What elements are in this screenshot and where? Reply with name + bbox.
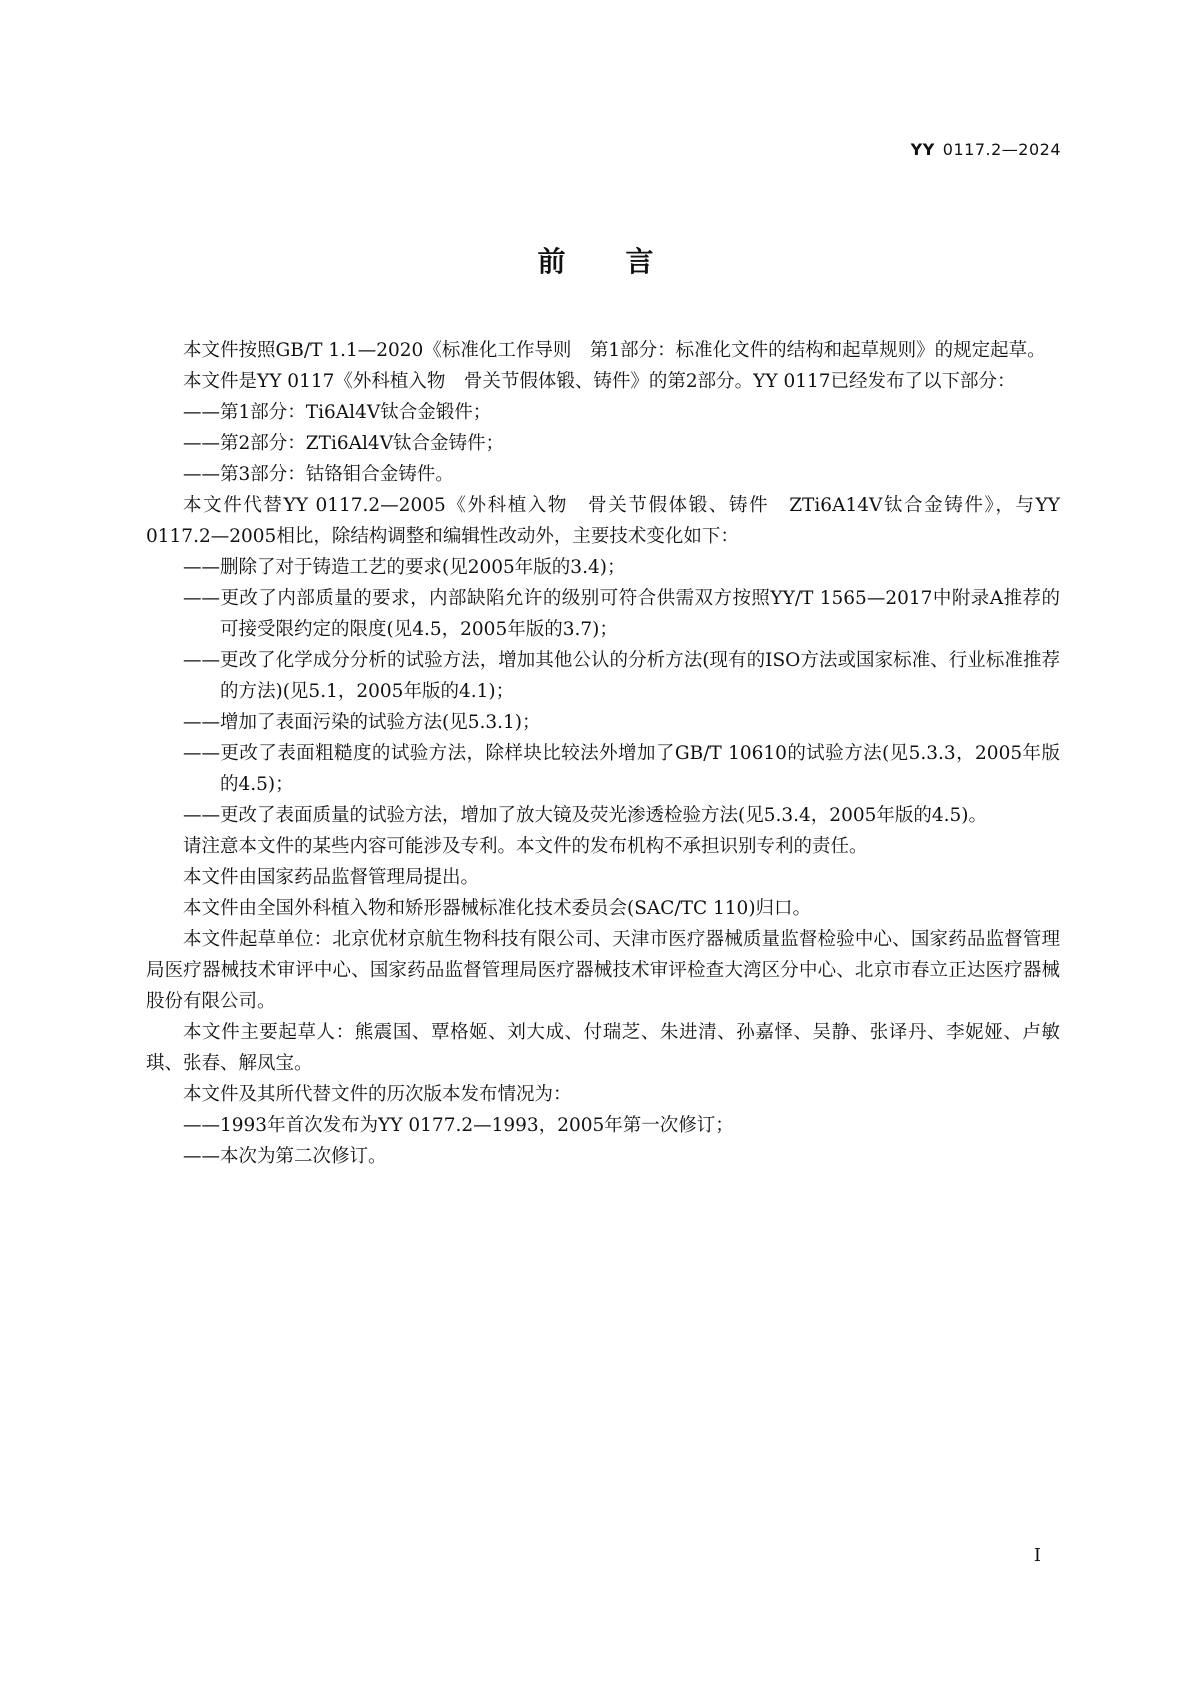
list-item: ——删除了对于铸造工艺的要求(见2005年版的3.4)； bbox=[183, 557, 626, 578]
paragraph: 本文件主要起草人：熊震国、覃格姬、刘大成、付瑞芝、朱进清、孙嘉怿、吴静、张译丹、李妮娅、卢敏琪、张春、解凤宝。 bbox=[146, 1022, 1060, 1074]
paragraph: 本文件代替YY 0117.2—2005《外科植入物 骨关节假体锻、铸件 ZTi6A14V钛合金铸件》，与YY 0117.2—2005相比，除结构调整和编辑性改动外，主要技术变化如下： bbox=[146, 495, 1060, 547]
list-item: ——更改了表面粗糙度的试验方法，除样块比较法外增加了GB/T 10610的试验方法(见5.3.3，2005年版的4.5)； bbox=[183, 743, 1060, 795]
paragraph: 本文件由国家药品监督管理局提出。 bbox=[183, 867, 480, 888]
paragraph: 本文件及其所代替文件的历次版本发布情况为： bbox=[183, 1084, 572, 1105]
list-item: ——第2部分：ZTi6Al4V钛合金铸件； bbox=[183, 433, 505, 454]
paragraph: 本文件由全国外科植入物和矫形器械标准化技术委员会(SAC/TC 110)归口。 bbox=[183, 898, 812, 919]
paragraph: 本文件起草单位：北京优材京航生物科技有限公司、天津市医疗器械质量监督检验中心、国家药品监督管理局医疗器械技术审评中心、国家药品监督管理局医疗器械技术审评检查大湾区分中心、北京市春立正达医疗器械股份有限公司。 bbox=[146, 929, 1060, 1012]
title-char-2: 言 bbox=[625, 245, 654, 278]
paragraph: 请注意本文件的某些内容可能涉及专利。本文件的发布机构不承担识别专利的责任。 bbox=[183, 836, 868, 857]
list-item: ——更改了内部质量的要求，内部缺陷允许的级别可符合供需双方按照YY/T 1565—2017中附录A推荐的可接受限约定的限度(见4.5，2005年版的3.7)； bbox=[183, 588, 1060, 640]
list-item: ——增加了表面污染的试验方法(见5.3.1)； bbox=[183, 712, 541, 733]
foreword-body bbox=[146, 335, 1060, 1172]
standard-code bbox=[911, 140, 1061, 159]
list-item: ——更改了化学成分分析的试验方法，增加其他公认的分析方法(现有的ISO方法或国家标准、行业标准推荐的方法)(见5.1，2005年版的4.1)； bbox=[183, 650, 1060, 702]
list-item: ——第3部分：钴铬钼合金铸件。 bbox=[183, 464, 454, 485]
paragraph: 本文件是YY 0117《外科植入物 骨关节假体锻、铸件》的第2部分。YY 0117已经发布了以下部分： bbox=[183, 371, 1016, 392]
list-item: ——1993年首次发布为YY 0177.2—1993，2005年第一次修订； bbox=[183, 1115, 734, 1136]
paragraph: 本文件按照GB/T 1.1—2020《标准化工作导则 第1部分：标准化文件的结构和起草规则》的规定起草。 bbox=[183, 340, 1046, 361]
list-item: ——更改了表面质量的试验方法，增加了放大镜及荧光渗透检验方法(见5.3.4，2005年版的4.5)。 bbox=[183, 805, 988, 826]
title-char-1: 前 bbox=[537, 245, 566, 278]
page-title bbox=[0, 240, 1191, 280]
list-item: ——本次为第二次修订。 bbox=[183, 1146, 387, 1167]
page-number: I bbox=[1033, 1545, 1041, 1566]
list-item: ——第1部分：Ti6Al4V钛合金锻件； bbox=[183, 402, 492, 423]
standard-prefix: YY bbox=[910, 140, 935, 159]
standard-number: 0117.2—2024 bbox=[942, 140, 1061, 159]
